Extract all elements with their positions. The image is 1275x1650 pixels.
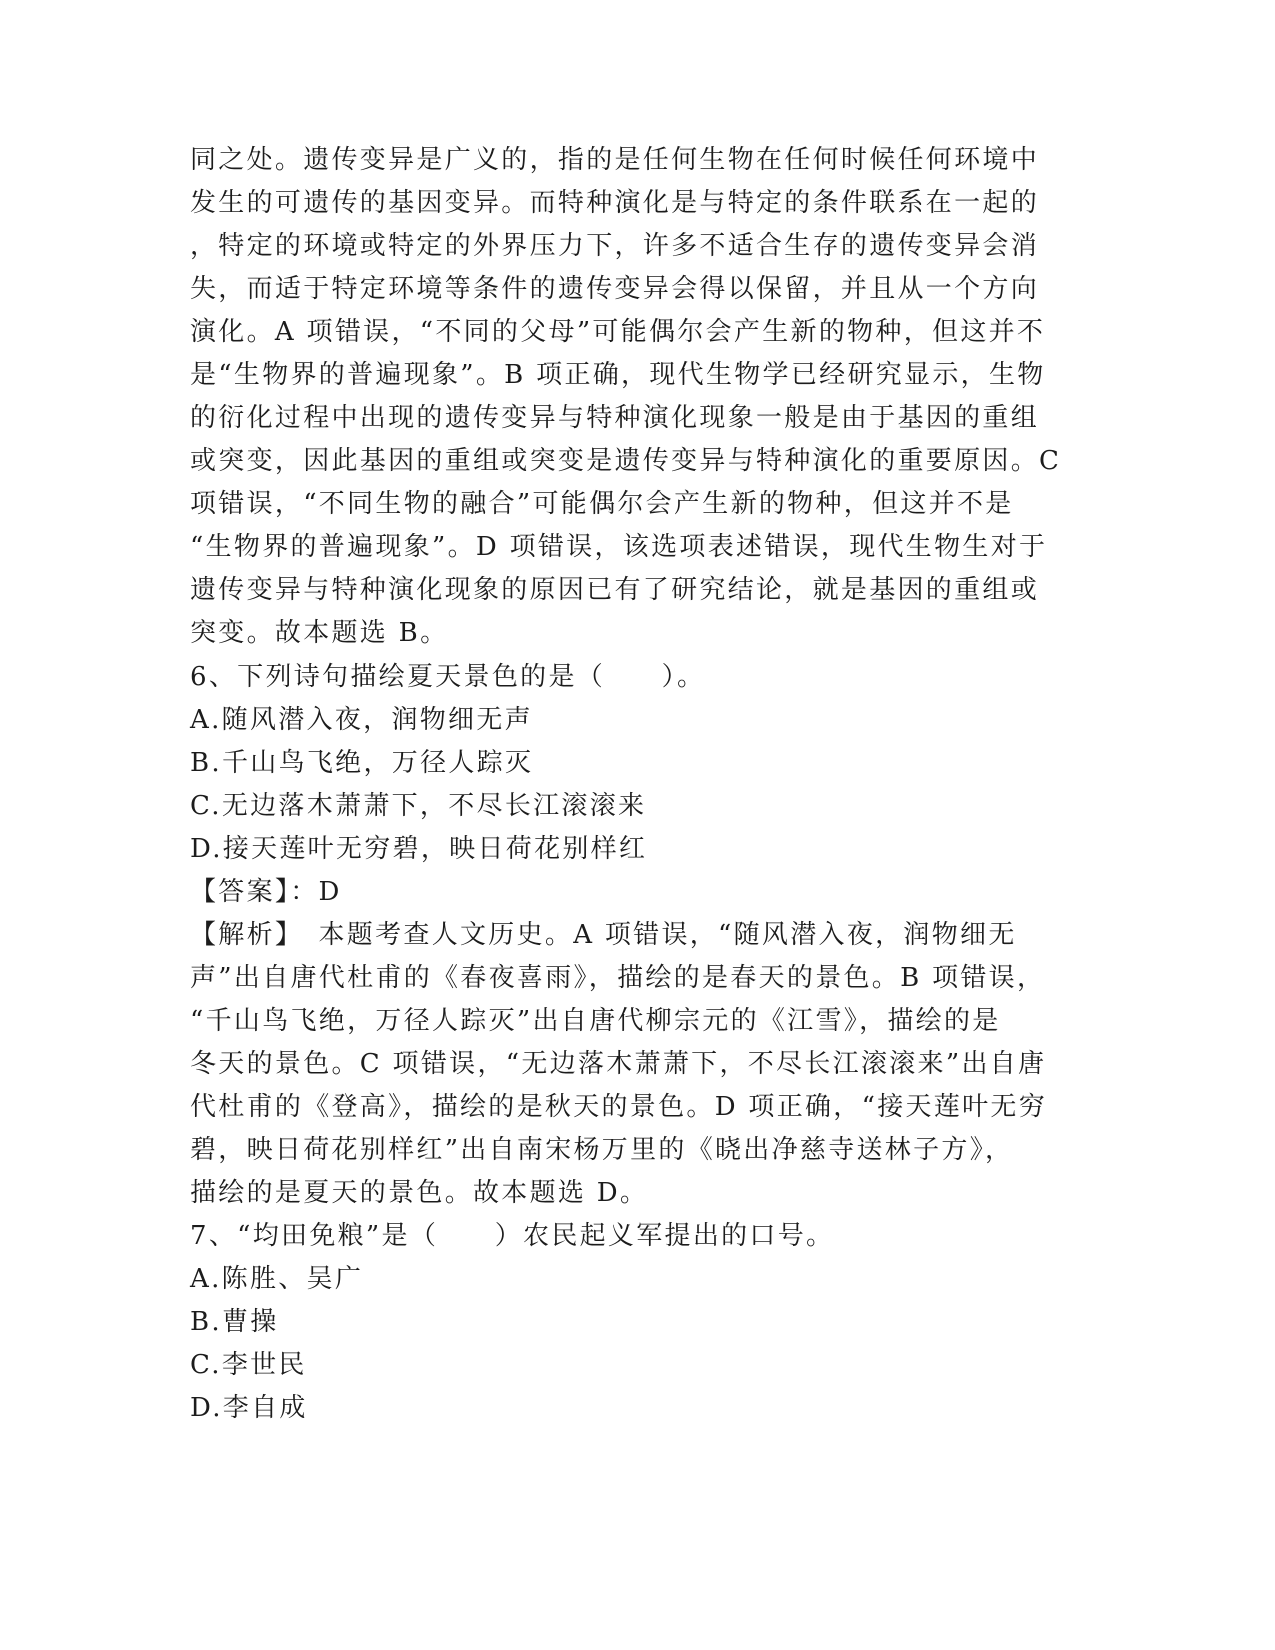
text-line: 代杜甫的《登高》，描绘的是秋天的景色。D 项正确，“接天莲叶无穷 [190,1092,1048,1122]
question-6-option-d: D.接天莲叶无穷碧，映日荷花别样红 [190,834,648,864]
text-line: 或突变，因此基因的重组或突变是遗传变异与特种演化的重要原因。C [190,446,1062,476]
text-line: 遗传变异与特种演化现象的原因已有了研究结论，就是基因的重组或 [190,575,1040,605]
question-7-option-b: B.曹操 [190,1307,279,1337]
question-7-stem: 7、“均田免粮”是（ ）农民起义军提出的口号。 [190,1221,835,1251]
text-line: 同之处。遗传变异是广义的，指的是任何生物在任何时候任何环境中 [190,145,1040,175]
text-line: “生物界的普遍现象”。D 项错误，该选项表述错误，现代生物生对于 [190,532,1048,562]
question-6-option-c: C.无边落木萧萧下，不尽长江滚滚来 [190,791,647,821]
question-6-option-a: A.随风潜入夜，润物细无声 [190,705,533,735]
question-6-analysis [190,914,1090,1215]
text-line: “千山鸟飞绝，万径人踪灭”出自唐代柳宗元的《江雪》，描绘的是 [190,1006,1001,1036]
text-line: 【解析】 本题考查人文历史。A 项错误，“随风潜入夜，润物细无 [190,920,1017,950]
question-6-answer: 【答案】：D [190,877,342,907]
text-line: 发生的可遗传的基因变异。而特种演化是与特定的条件联系在一起的 [190,188,1040,218]
text-line: ，特定的环境或特定的外界压力下，许多不适合生存的遗传变异会消 [190,231,1040,261]
text-line: 碧，映日荷花别样红”出自南宋杨万里的《晓出净慈寺送林子方》， [190,1135,1014,1165]
text-line: 的衍化过程中出现的遗传变异与特种演化现象一般是由于基因的重组 [190,403,1040,433]
analysis-continuation [190,139,1090,655]
text-line: 冬天的景色。C 项错误，“无边落木萧萧下，不尽长江滚滚来”出自唐 [190,1049,1047,1079]
text-line: 是“生物界的普遍现象”。B 项正确，现代生物学已经研究显示，生物 [190,360,1046,390]
text-line: 项错误，“不同生物的融合”可能偶尔会产生新的物种，但这并不是 [190,489,1014,519]
text-line: 声”出自唐代杜甫的《春夜喜雨》，描绘的是春天的景色。B 项错误， [190,963,1046,993]
question-6-option-b: B.千山鸟飞绝，万径人踪灭 [190,748,534,778]
question-6-stem: 6、下列诗句描绘夏天景色的是（ ）。 [190,662,706,692]
text-line: 失，而适于特定环境等条件的遗传变异会得以保留，并且从一个方向 [190,274,1040,304]
text-line: 突变。故本题选 B。 [190,618,449,648]
text-line: 描绘的是夏天的景色。故本题选 D。 [190,1178,649,1208]
question-7-option-d: D.李自成 [190,1393,308,1423]
text-line: 演化。A 项错误，“不同的父母”可能偶尔会产生新的物种，但这并不 [190,317,1046,347]
question-7-option-c: C.李世民 [190,1350,307,1380]
question-7-option-a: A.陈胜、吴广 [190,1264,364,1294]
